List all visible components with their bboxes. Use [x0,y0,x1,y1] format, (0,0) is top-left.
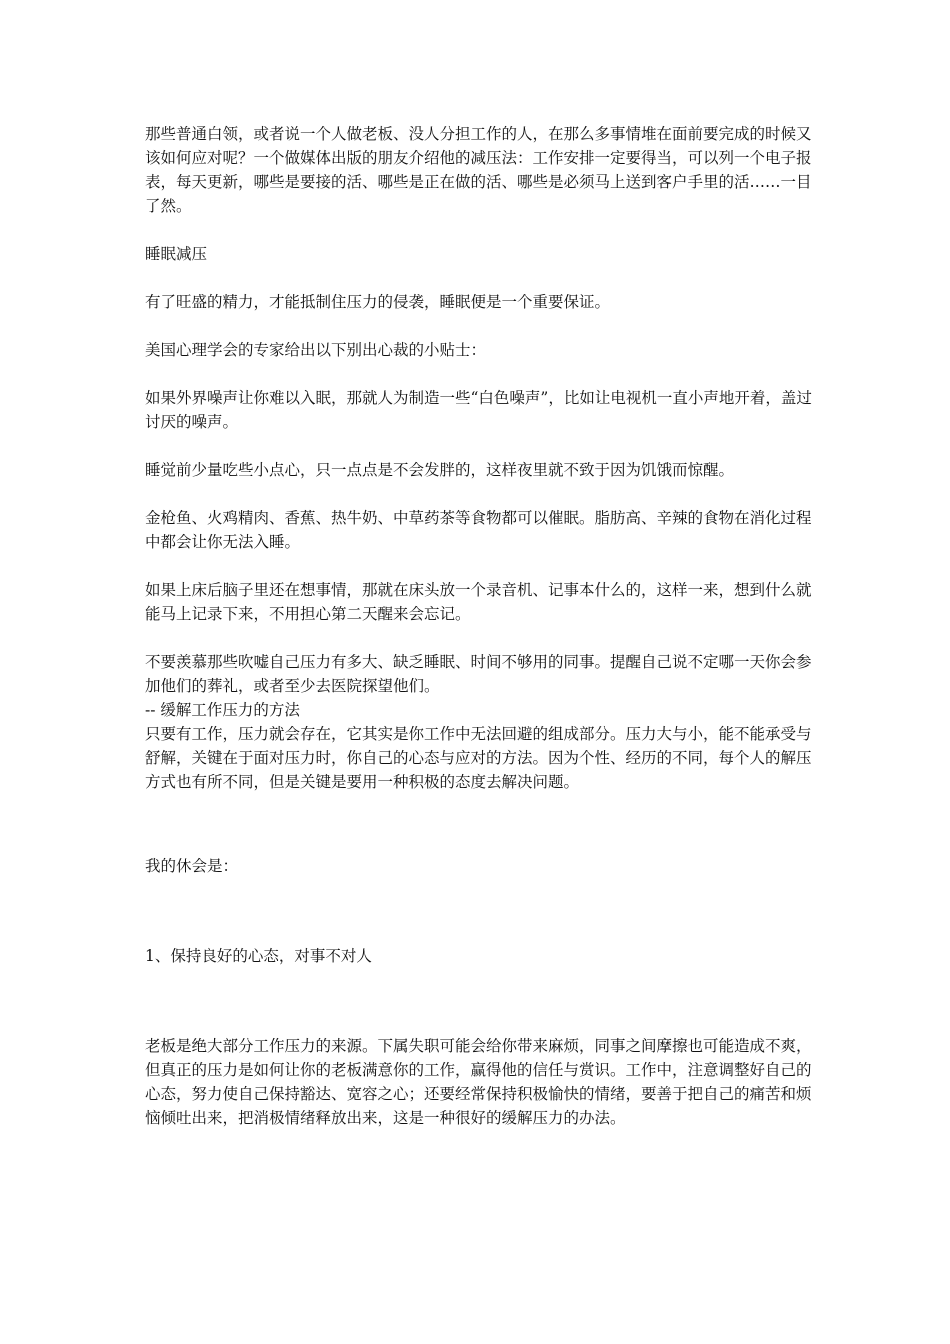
paragraph-pressure-exists: 只要有工作，压力就会存在，它其实是你工作中无法回避的组成部分。压力大与小，能不能承受与舒解，关键在于面对压力时，你自己的心态与应对的方法。因为个性、经历的不同，每个人的解压方式也有所不同，但是关键是要用一种积极的态度去解决问题。 [145,725,812,791]
paragraph-office-workers: 那些普通白领，或者说一个人做老板、没人分担工作的人，在那么多事情堆在面前要完成的时候又该如何应对呢？一个做媒体出版的朋友介绍他的减压法：工作安排一定要得当，可以列一个电子报表，每天更新，哪些是要接的活、哪些是正在做的活、哪些是必须马上送到客户手里的活……一目了然。 [145,125,812,215]
spacer [145,314,813,338]
paragraph-apa-tips: 美国心理学会的专家给出以下别出心裁的小贴士： [145,341,487,359]
spacer [145,878,813,944]
spacer [145,266,813,290]
paragraph-my-experience: 我的休会是： [145,857,239,875]
heading-sleep-relief: 睡眠减压 [145,245,208,263]
spacer [145,626,813,650]
paragraph-sleep-guarantee: 有了旺盛的精力，才能抵制住压力的侵袭，睡眠便是一个重要保证。 [145,293,611,311]
spacer [145,968,813,1034]
spacer [145,218,813,242]
spacer [145,482,813,506]
spacer [145,554,813,578]
paragraph-foods: 金枪鱼、火鸡精肉、香蕉、热牛奶、中草药茶等食物都可以催眠。脂肪高、辛辣的食物在消化过程中都会让你无法入睡。 [145,509,812,551]
paragraph-white-noise: 如果外界噪声让你难以入眠，那就人为制造一些“白色噪声”，比如让电视机一直小声地开着，盖过讨厌的噪声。 [145,389,812,431]
spacer [145,794,813,854]
spacer [145,362,813,386]
heading-relief-methods: -- 缓解工作压力的方法 [145,701,300,719]
list-item-good-mindset: 1、保持良好的心态，对事不对人 [145,947,372,965]
paragraph-boss-pressure: 老板是绝大部分工作压力的来源。下属失职可能会给你带来麻烦，同事之间摩擦也可能造成不爽，但真正的压力是如何让你的老板满意你的工作，赢得他的信任与赏识。工作中，注意调整好自己的心态，努力使自己保持豁达、宽容之心；还要经常保持积极愉快的情绪，要善于把自己的痛苦和烦恼倾吐出来，把消极情绪释放出来，这是一种很好的缓解压力的办法。 [145,1037,812,1127]
paragraph-recorder: 如果上床后脑子里还在想事情，那就在床头放一个录音机、记事本什么的，这样一来，想到什么就能马上记录下来，不用担心第二天醒来会忘记。 [145,581,812,623]
spacer [145,434,813,458]
paragraph-snack: 睡觉前少量吃些小点心，只一点点是不会发胖的，这样夜里就不致于因为饥饿而惊醒。 [145,461,735,479]
document-body [145,122,813,1130]
paragraph-colleagues: 不要羡慕那些吹嘘自己压力有多大、缺乏睡眠、时间不够用的同事。提醒自己说不定哪一天你会参加他们的葬礼，或者至少去医院探望他们。 [145,653,812,695]
